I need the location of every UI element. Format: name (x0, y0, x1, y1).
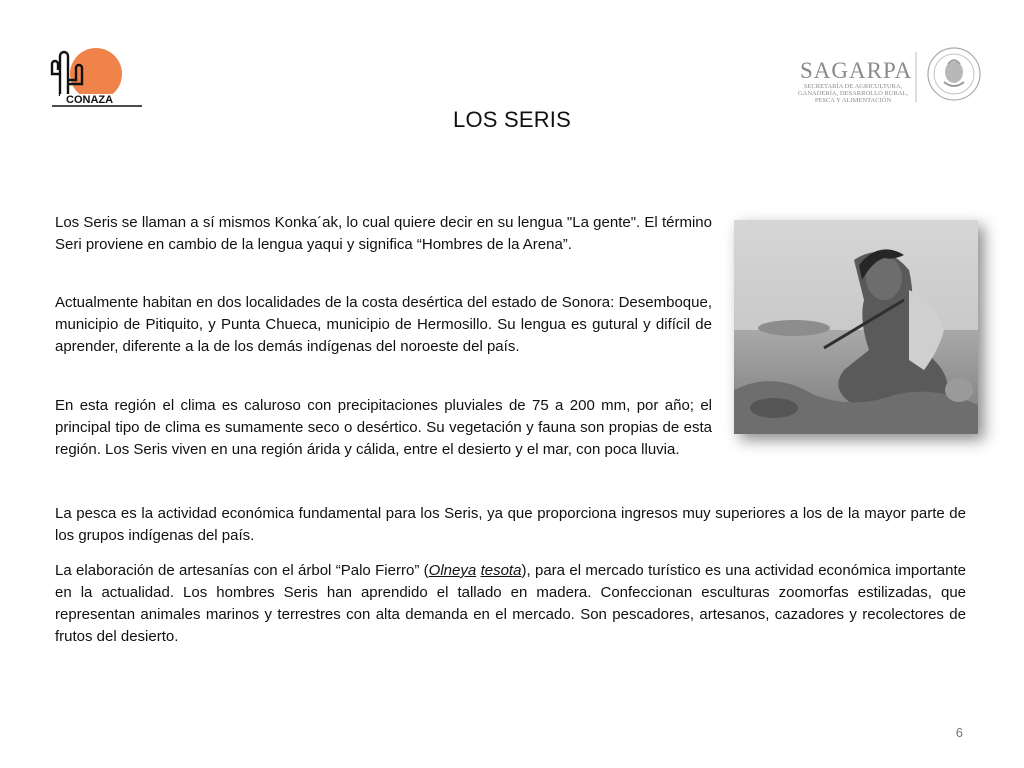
conaza-logo-graphic (44, 44, 144, 110)
mexico-coat-of-arms-icon (928, 48, 980, 100)
conaza-logo (44, 44, 144, 110)
sagarpa-subtitle-line-1: SECRETARÍA DE AGRICULTURA, (803, 83, 903, 90)
sagarpa-subtitle-line-3: PESCA Y ALIMENTACIÓN (814, 97, 892, 104)
paragraph-crafts (55, 560, 966, 648)
paragraph-location: Actualmente habitan en dos localidades de la costa desértica del estado de Sonora: Desemboque, municipio de Pitiquito, y Punta Chueca, municipio de Hermosillo. Su lengua es gutural y difícil de aprender, diferente a la de los demás indígenas del noroeste del país. (55, 294, 712, 355)
slide-title: LOS SERIS (453, 106, 571, 132)
paragraph-climate: En esta región el clima es caluroso con precipitaciones pluviales de 75 a 200 mm, por año; el principal tipo de clima es sumamente seco o desértico. Su vegetación y fauna son propias de esta región. Los Seris viven en una región árida y cálida, entre el desierto y el mar, con poca lluvia. (55, 397, 712, 458)
photo-illustration (734, 220, 978, 434)
sagarpa-logo-graphic (798, 42, 984, 108)
sagarpa-logo (798, 42, 984, 108)
sagarpa-logo-text: SAGARPA (800, 58, 913, 83)
scientific-name-genus: Olneya (428, 562, 477, 579)
page-number: 6 (955, 725, 963, 740)
sun-shape (70, 48, 122, 100)
paragraph-crafts-body: ), para el mercado turístico es una actividad económica importante en la actualidad. Los hombres Seris han aprendido el tallado en madera. Confeccionan esculturas zoomorfas estilizadas, que representan animales marinos y terrestres con alta demanda en el mercado. Son pescadores, artesanos, cazadores y recolectores de frutos del desierto. (55, 562, 966, 645)
paragraph-seri-name: Los Seris se llaman a sí mismos Konka´ak, lo cual quiere decir en su lengua "La gente". El término Seri proviene en cambio de la lengua yaqui y significa “Hombres de la Arena”. (55, 214, 712, 253)
paragraph-fishing: La pesca es la actividad económica fundamental para los Seris, ya que proporciona ingresos muy superiores a los de la mayor parte de los grupos indígenas del país. (55, 505, 966, 544)
scientific-name-species: tesota (480, 562, 522, 579)
seri-man-photo (734, 220, 978, 434)
paragraph-crafts-intro: La elaboración de artesanías con el árbol “Palo Fierro” ( (55, 562, 429, 579)
sagarpa-subtitle-line-2: GANADERÍA, DESARROLLO RURAL, (798, 90, 909, 97)
conaza-logo-text: CONAZA (66, 94, 114, 106)
